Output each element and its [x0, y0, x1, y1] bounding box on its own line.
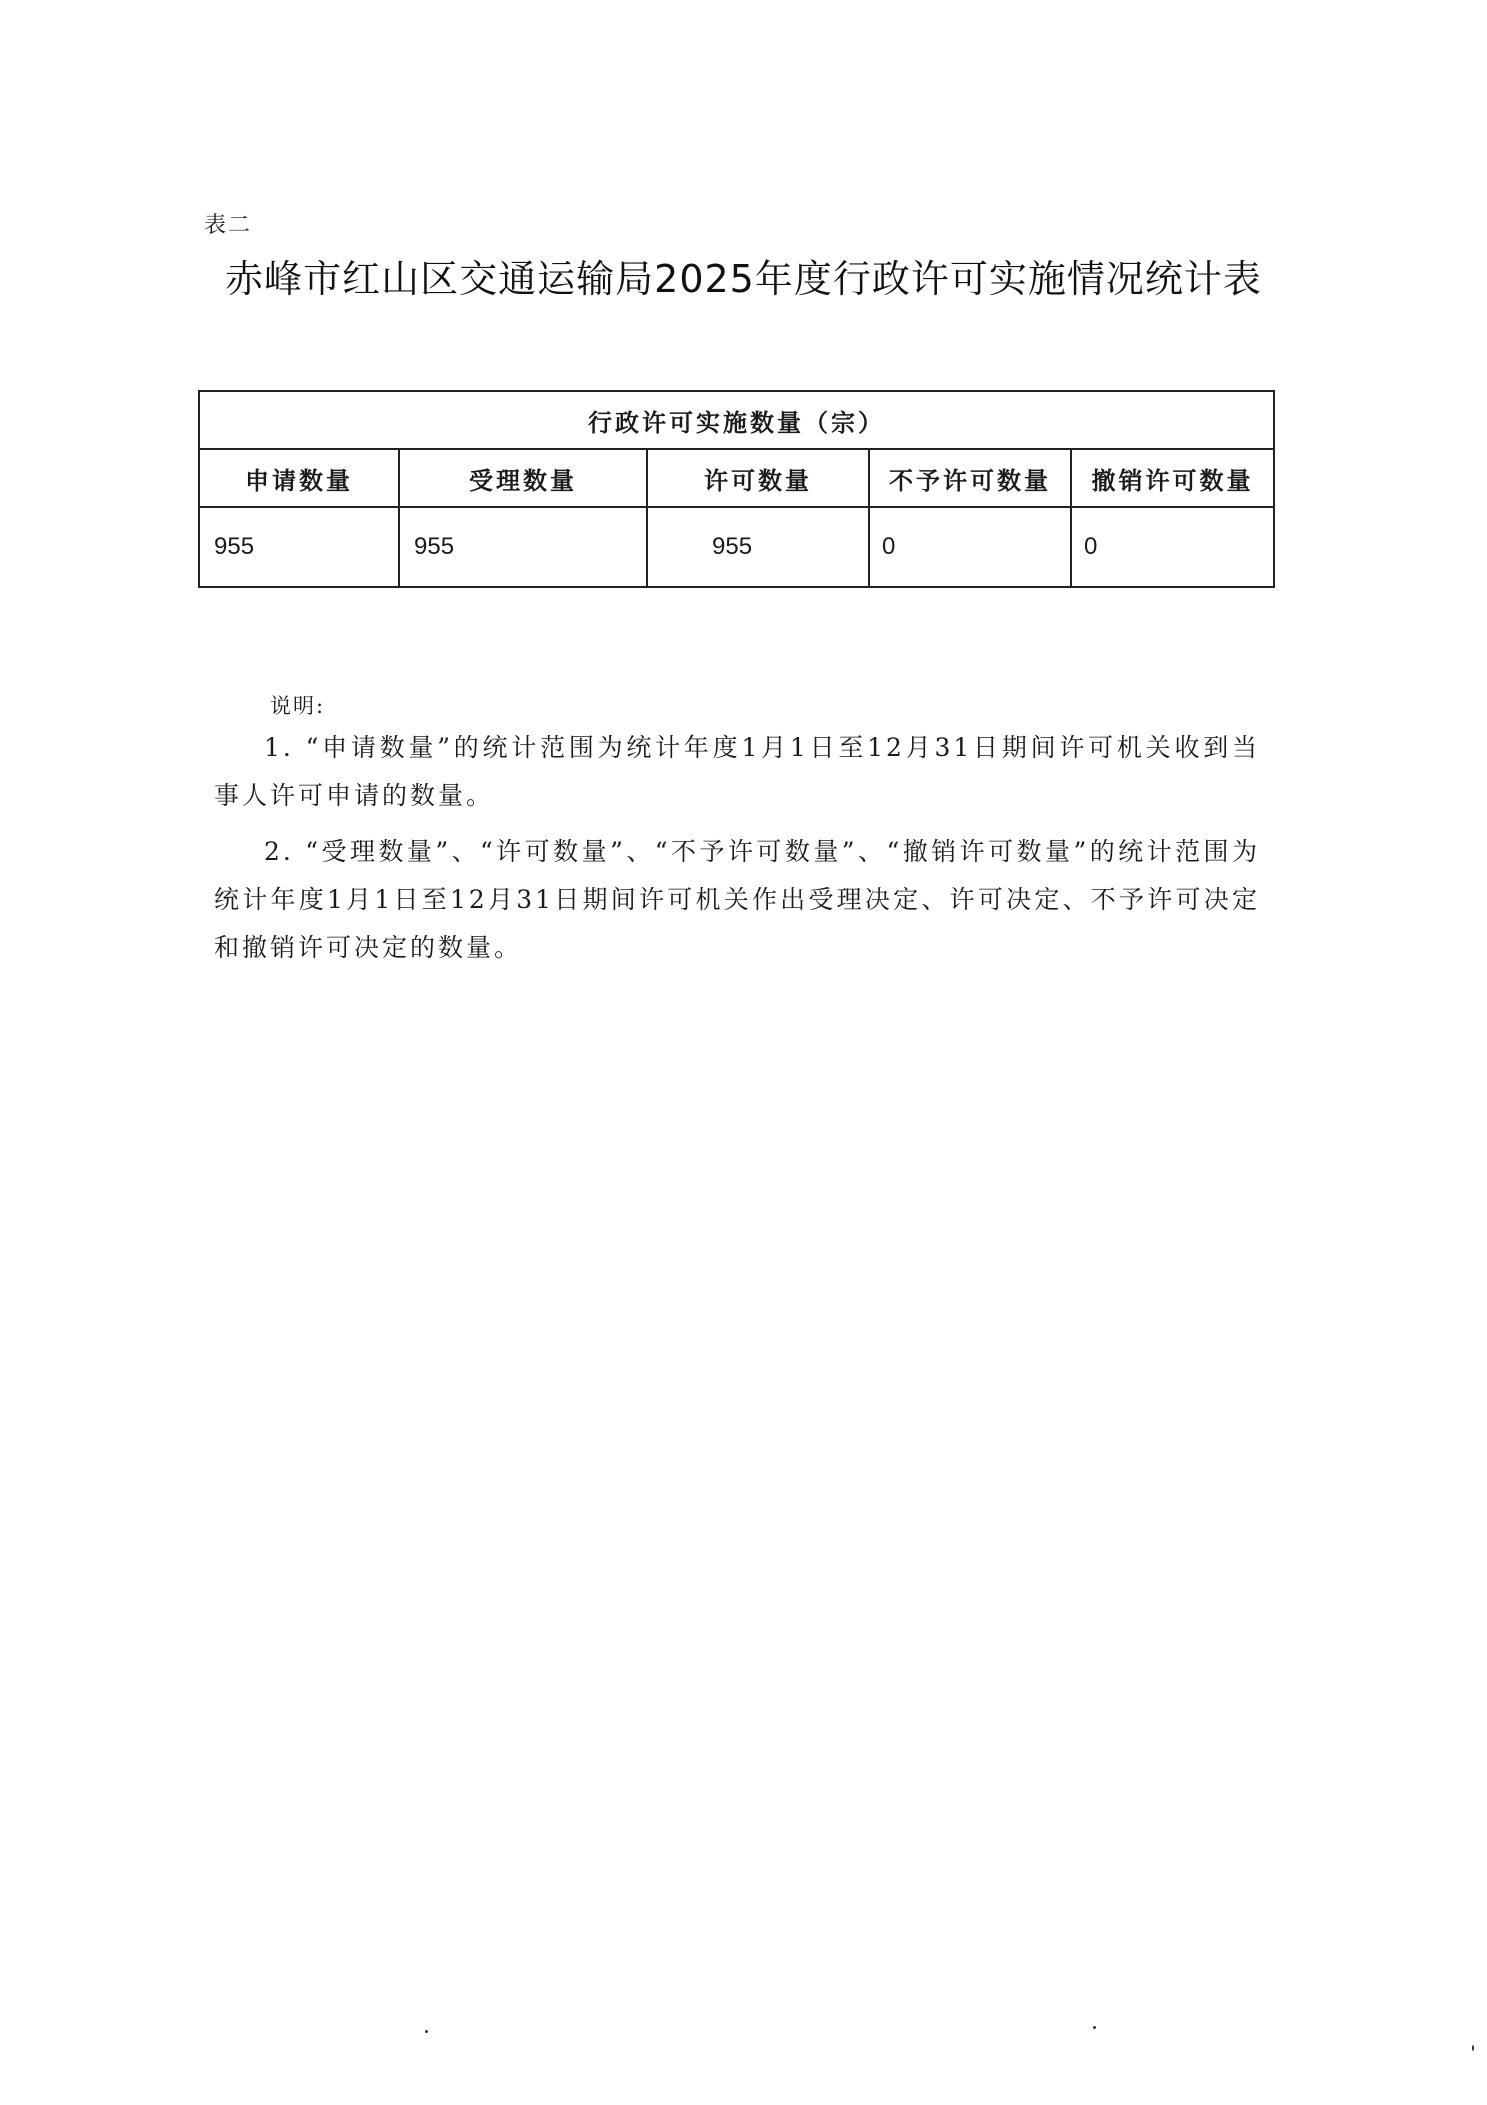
scan-speck — [1093, 2026, 1096, 2029]
table-column-header-row — [199, 449, 1274, 507]
column-header-granted: 许可数量 — [647, 449, 869, 507]
column-header-applications: 申请数量 — [199, 449, 399, 507]
column-header-revoked: 撤销许可数量 — [1071, 449, 1274, 507]
notes-heading: 说明: — [270, 694, 326, 718]
page-title: 赤峰市红山区交通运输局2025年度行政许可实施情况统计表 — [225, 257, 1262, 301]
column-header-refused: 不予许可数量 — [869, 449, 1071, 507]
group-header: 行政许可实施数量（宗） — [199, 391, 1274, 449]
note-item: 2. “受理数量”、“许可数量”、“不予许可数量”、“撤销许可数量”的统计范围为统计年度1月1日至12月31日期间许可机关作出受理决定、许可决定、不予许可决定和撤销许可决定的数量。 — [214, 837, 1260, 962]
column-header-accepted: 受理数量 — [399, 449, 647, 507]
table-group-header-row — [199, 391, 1274, 449]
scan-speck — [425, 2030, 428, 2033]
cell-refused: 0 — [869, 507, 1071, 587]
cell-revoked: 0 — [1071, 507, 1274, 587]
scan-speck — [1472, 2045, 1474, 2051]
note-item: 1. “申请数量”的统计范围为统计年度1月1日至12月31日期间许可机关收到当事人许可申请的数量。 — [214, 733, 1260, 810]
table-label: 表二 — [204, 213, 253, 238]
cell-granted: 955 — [647, 507, 869, 587]
table-row — [199, 507, 1274, 587]
statistics-table — [198, 390, 1275, 588]
cell-accepted: 955 — [399, 507, 647, 587]
cell-applications: 955 — [199, 507, 399, 587]
